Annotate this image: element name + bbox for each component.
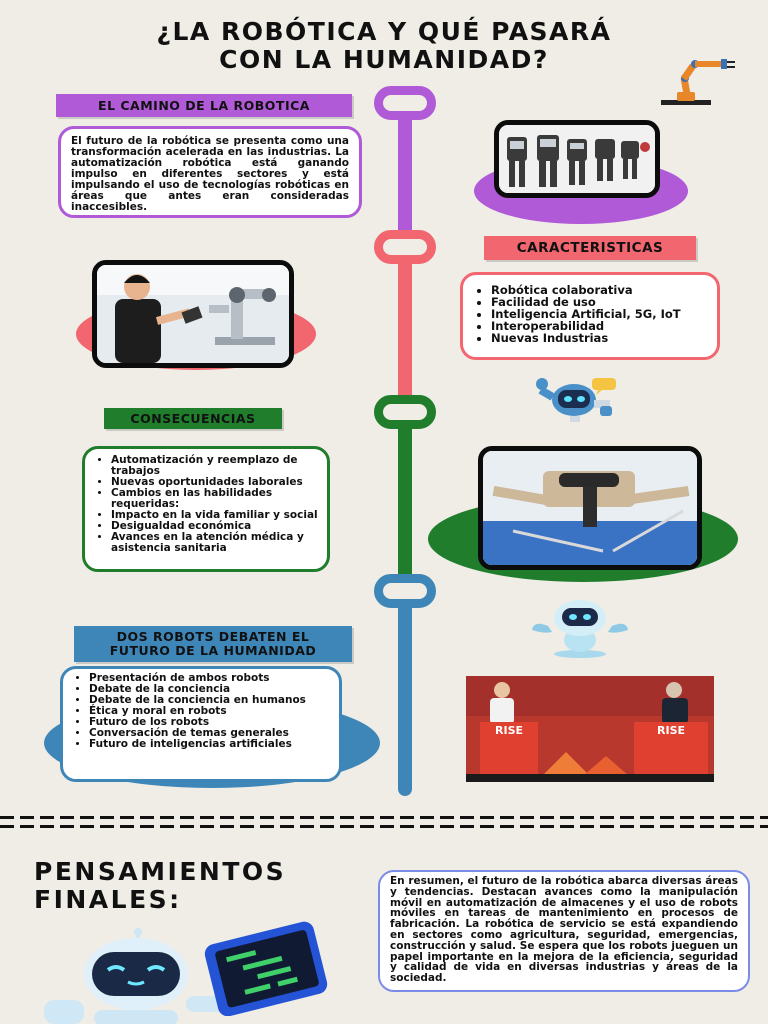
final-title (34, 858, 286, 914)
surgical-robot-photo (478, 446, 702, 570)
title-line-1: ¿LA ROBÓTICA Y QUÉ PASARÁ (156, 17, 612, 46)
list-item: • Ética y moral en robots (89, 706, 333, 717)
timeline-segment-purple (398, 104, 412, 244)
final-text: En resumen, el futuro de la robótica abarca diversas áreas y tendencias. Destacan avances como la manipulación móvil en automatización de almacenes y el uso de robots móviles en tareas de mantenimiento en procesos de fabricación. La robótica de servicio se está expandiendo en sectores como agricultura, seguridad, emergencias, construcción y salud. Se espera que los robots jueguen un papel importante en la mejora de la eficiencia, seguridad y calidad de vida en diversas industrias y áreas de la sociedad. (378, 870, 750, 992)
list-item: • Futuro de inteligencias artificiales (89, 739, 333, 750)
final-title-line-2: FINALES: (34, 885, 182, 914)
section-label-consecuencias: CONSECUENCIAS (104, 408, 282, 429)
timeline-node-blue (374, 574, 436, 608)
debate-list (60, 666, 342, 782)
list-item: • Debate de la conciencia (89, 684, 333, 695)
timeline-segment-green (398, 412, 412, 590)
list-item: • Cambios en las habilidades requeridas: (111, 488, 321, 510)
flying-robot-icon (528, 596, 632, 658)
list-item: • Debate de la conciencia en humanos (89, 695, 333, 706)
list-item: • Facilidad de uso (491, 296, 709, 308)
list-item: • Robótica colaborativa (491, 284, 709, 296)
dashed-divider-bottom (0, 825, 768, 828)
section-label-caracteristicas: CARACTERISTICAS (484, 236, 696, 260)
section-label-debate (74, 626, 352, 662)
list-item: • Automatización y reemplazo de trabajos (111, 455, 321, 477)
dashed-divider-top (0, 816, 768, 819)
timeline-segment-coral (398, 248, 412, 410)
timeline-segment-blue (398, 592, 412, 796)
page-title (0, 18, 768, 74)
list-item: • Nuevas oportunidades laborales (111, 477, 321, 488)
list-item: • Conversación de temas generales (89, 728, 333, 739)
list-item: • Desigualdad económica (111, 521, 321, 532)
rise-sign-left: RISE (495, 724, 523, 737)
list-item: • Impacto en la vida familiar y social (111, 510, 321, 521)
rise-sign-right: RISE (657, 724, 685, 737)
list-item: • Nuevas Industrias (491, 332, 709, 344)
humanoid-robots-photo (494, 120, 660, 198)
caracteristicas-list (460, 272, 720, 360)
waving-robot-icon (530, 374, 620, 424)
list-item: • Inteligencia Artificial, 5G, IoT (491, 308, 709, 320)
list-item: • Futuro de los robots (89, 717, 333, 728)
debate-label-line-1: DOS ROBOTS DEBATEN EL (116, 629, 310, 644)
timeline-node-coral (374, 230, 436, 264)
timeline-node-green (374, 395, 436, 429)
list-item: • Avances en la atención médica y asistencia sanitaria (111, 532, 321, 554)
consecuencias-list (82, 446, 330, 572)
debate-label-line-2: FUTURO DE LA HUMANIDAD (109, 643, 317, 658)
list-item: • Presentación de ambos robots (89, 673, 333, 684)
robots-debate-photo (466, 676, 714, 782)
robot-arm-icon (655, 56, 745, 108)
title-line-2: CON LA HUMANIDAD? (219, 45, 549, 74)
timeline-node-purple (374, 86, 436, 120)
tablet-icon (200, 920, 336, 1016)
final-title-line-1: PENSAMIENTOS (34, 857, 287, 886)
camino-text: El futuro de la robótica se presenta como una transformación acelerada en las industrias. La automatización robótica está ganando impulso en diferentes sectores y está impulsando el uso de tecnologías robóticas en áreas que antes eran consideradas inaccesibles. (58, 126, 362, 218)
engineer-robot-arm-photo (92, 260, 294, 368)
list-item: • Interoperabilidad (491, 320, 709, 332)
section-label-camino: EL CAMINO DE LA ROBOTICA (56, 94, 352, 117)
